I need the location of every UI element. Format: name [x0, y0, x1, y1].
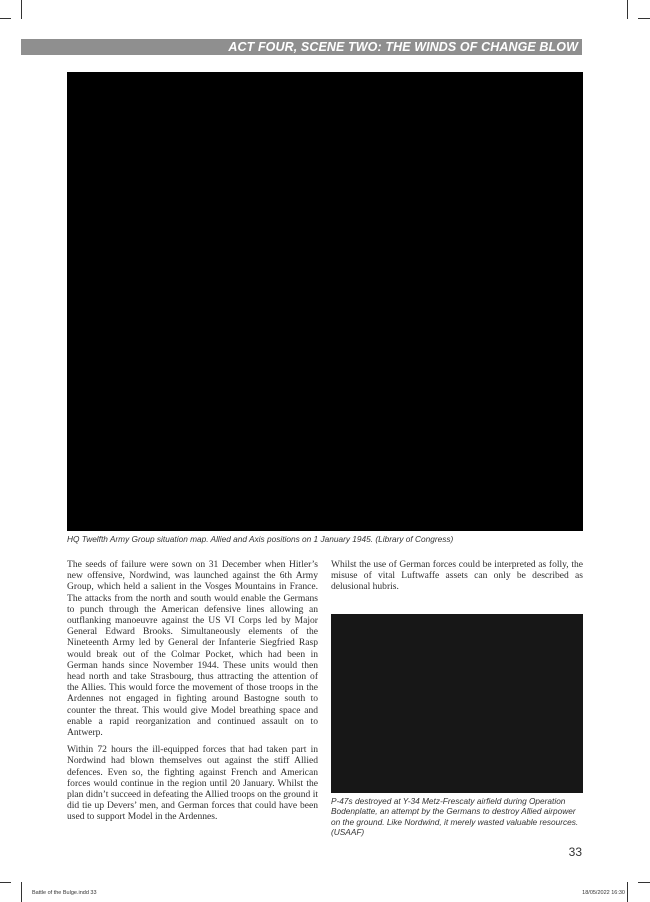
running-header	[21, 39, 582, 55]
body-paragraph: Within 72 hours the ill-equipped forces that had taken part in Nordwind had blown themselves out against the stiff Allied defences. Even so, the fighting against French and American forces would continue in the region until 20 January. Whilst the plan didn’t succeed in defeating the Allied troops on the ground it did tie up Devers’ men, and German forces that could have been used to support Model in the Ardennes.	[67, 744, 318, 823]
print-slug-date: 18/05/2022 16:30	[582, 890, 625, 896]
crop-mark	[627, 882, 628, 902]
map-caption: HQ Twelfth Army Group situation map. Allied and Axis positions on 1 January 1945. (Library of Congress)	[67, 534, 454, 544]
situation-map-image	[67, 72, 583, 531]
crop-mark	[627, 0, 628, 19]
page-number: 33	[568, 845, 582, 859]
destroyed-aircraft-photo	[331, 614, 583, 793]
body-paragraph: The seeds of failure were sown on 31 December when Hitler’s new offensive, Nordwind, was launched against the 6th Army Group, which held a salient in the Vosges Mountains in France. The attacks from the north and south would enable the Germans to punch through the American defensive lines allowing an outflanking manoeuvre against the US VI Corps led by Major General Edward Brooks. Simultaneously elements of the Nineteenth Army led by General der Infanterie Siegfried Rasp would break out of the Colmar Pocket, which had been in German hands since November 1944. These units would then head north and take Strasbourg, thus attracting the attention of the Allies. This would force the movement of those troops in the Ardennes not engaged in fighting around Bastogne south to counter the threat. This would give Model breathing space and enable a rapid reorganization and continued assault on to Antwerp.	[67, 559, 318, 739]
print-slug-file: Battle of the Bulge.indd 33	[32, 890, 97, 896]
right-column	[331, 559, 583, 599]
left-column	[67, 559, 318, 829]
photo-caption: P-47s destroyed at Y-34 Metz-Frescaty airfield during Operation Bodenplatte, an attempt by the Germans to destroy Allied airpower on the ground. Like Nordwind, it merely wasted valuable resources. (USAAF)	[331, 796, 579, 837]
crop-mark	[21, 0, 22, 19]
crop-mark	[0, 882, 11, 883]
crop-mark	[638, 18, 650, 19]
body-paragraph: Whilst the use of German forces could be interpreted as folly, the misuse of vital Luftwaffe assets can only be described as delusional hubris.	[331, 559, 583, 593]
crop-mark	[638, 882, 650, 883]
chapter-title: ACT FOUR, SCENE TWO: THE WINDS OF CHANGE BLOW	[228, 40, 578, 54]
crop-mark	[21, 882, 22, 902]
crop-mark	[0, 18, 11, 19]
